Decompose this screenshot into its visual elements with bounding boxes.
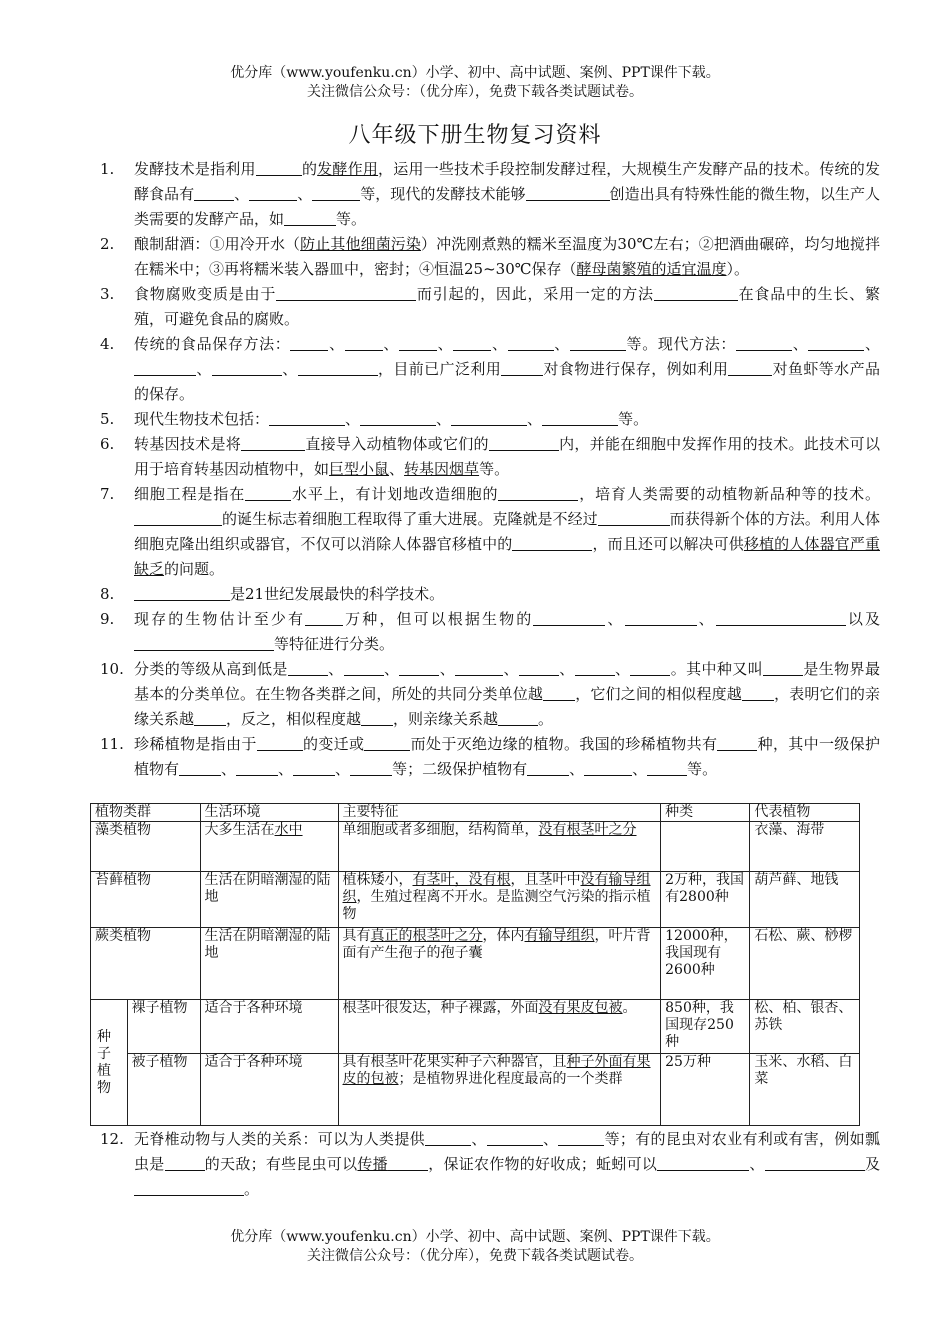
list-item: 11. 珍稀植物是指由于 的变迁或 而处于灭绝边缘的植物。我国的珍稀植物共有 种，其中一级保护植物有 、 、 、 等；二级保护植物有 、 、 等。 (100, 735, 880, 778)
table-row: 蕨类植物 生活在阴暗潮湿的陆地 具有真正的根茎叶之分，体内有输导组织，叶片背面有产生孢子的孢子囊 12000种，我国现有2600种 石松、蕨、桫椤 (91, 928, 860, 1000)
page-header (0, 64, 950, 102)
list-item: 12. 无脊椎动物与人类的关系：可以为人类提供 、 、 等；有的昆虫对农业有利或有害，例如瓢虫是 的天敌；有些昆虫可以传播 ，保证农作物的好收成；蚯蚓可以 、 及。 (100, 1130, 880, 1198)
page-title: 八年级下册生物复习资料 (348, 123, 602, 148)
list-item: 8. 是21世纪发展最快的科学技术。 (100, 585, 445, 603)
list-item: 9. 现存的生物估计至少有 万种，但可以根据生物的 、 、 以及等特征进行分类。 (100, 610, 880, 653)
list-item: 1. 发酵技术是指利用 的发酵作用，运用一些技术手段控制发酵过程，大规模生产发酵产品的技术。传统的发酵食品有 、 、 等，现代的发酵技术能够 创造出具有特殊性能的微生物，以生产人类需要的发酵产品，如 等。 (100, 160, 880, 228)
list-item: 2. 酿制甜酒：①用冷开水（防止其他细菌污染）冲洗刚煮熟的糯米至温度为30℃左右；②把酒曲碾碎，均匀地搅拌在糯米中；③再将糯米装入器皿中，密封；④恒温25~30℃保存（酵母菌繁殖的适宜温度）。 (100, 235, 880, 278)
list-item: 3. 食物腐败变质是由于 而引起的，因此，采用一定的方法 在食品中的生长、繁殖，可避免食品的腐败。 (100, 285, 880, 328)
plant-table (90, 803, 860, 1126)
table-header: 植物类群 (91, 804, 201, 822)
list-item: 4. 传统的食品保存方法： 、 、 、 、 、 等。现代方法： 、 、、 、 ，目前已广泛利用 对食物进行保存，例如利用 对鱼虾等水产品的保存。 (100, 335, 880, 403)
table-row: 苔藓植物 生活在阴暗潮湿的陆地 植株矮小，有茎叶，没有根，且茎叶中没有输导组织，生殖过程离不开水。是监测空气污染的指示植物 2万种，我国有2800种 葫芦藓、地钱 (91, 872, 860, 928)
table-header: 生活环境 (200, 804, 338, 822)
footer-line-2: 关注微信公众号：（优分库），免费下载各类试题试卷。 (307, 1248, 643, 1264)
table-row: 被子植物 适合于各种环境 具有根茎叶花果实种子六种器官，且种子外面有果皮的包被；是植物界进化程度最高的一个类群 25万种 玉米、水稻、白菜 (91, 1054, 860, 1126)
question-list-continued (90, 1127, 880, 1202)
header-line-2: 关注微信公众号：（优分库），免费下载各类试题试卷。 (307, 84, 643, 100)
table-header: 种类 (661, 804, 750, 822)
list-item: 6. 转基因技术是将 直接导入动植物体或它们的 内，并能在细胞中发挥作用的技术。此技术可以用于培育转基因动植物中，如巨型小鼠、转基因烟草等。 (100, 435, 880, 478)
table-header: 代表植物 (750, 804, 860, 822)
list-item: 10. 分类的等级从高到低是 、 、 、 、 、 、 。其中种又叫 是生物界最基本的分类单位。在生物各类群之间，所处的共同分类单位越 ，它们之间的相似程度越 ，表明它们的亲缘关系越 ，反之，相似程度越 ，则亲缘关系越 。 (100, 660, 880, 728)
header-line-1: 优分库（www.youfenku.cn）小学、初中、高中试题、案例、PPT课件下载。 (230, 65, 720, 81)
table-header-row (91, 804, 860, 822)
table-row: 藻类植物 大多生活在水中 单细胞或者多细胞，结构简单，没有根茎叶之分 衣藻、海带 (91, 822, 860, 872)
table-row: 种子植物 裸子植物 适合于各种环境 根茎叶很发达，种子裸露，外面没有果皮包被。 850种，我国现存250种 松、柏、银杏、苏铁 (91, 1000, 860, 1054)
footer-line-1: 优分库（www.youfenku.cn）小学、初中、高中试题、案例、PPT课件下载。 (230, 1229, 720, 1245)
question-list (90, 157, 880, 782)
list-item: 7. 细胞工程是指在 水平上，有计划地改造细胞的 ，培育人类需要的动植物新品种等的技术。的诞生标志着细胞工程取得了重大进展。克隆就是不经过 而获得新个体的方法。利用人体细胞克隆出组织或器官，不仅可以消除人体器官移植中的 ，而且还可以解决可供移植的人体器官严重缺乏的问题。 (100, 485, 880, 578)
page-footer (0, 1228, 950, 1266)
table-header: 主要特征 (338, 804, 661, 822)
list-item: 5. 现代生物技术包括： 、 、 、 等。 (100, 410, 649, 428)
